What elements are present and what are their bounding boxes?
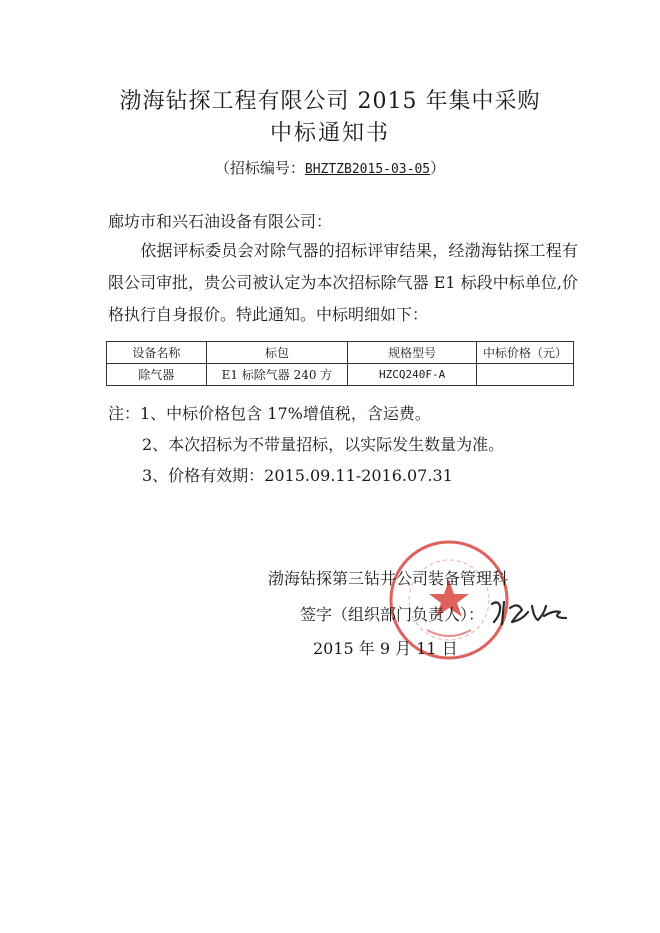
addressee: 廊坊市和兴石油设备有限公司： [108, 212, 333, 231]
signature-label: 签字（组织部门负责人）： [300, 605, 485, 624]
document-title-line1: 渤海钻探工程有限公司 2015 年集中采购 [119, 89, 541, 114]
notes-block [108, 398, 504, 491]
body-paragraph [108, 235, 578, 331]
bid-number-code: BHZTZB2015-03-05 [304, 162, 431, 177]
table-header-cell: 规格型号 [348, 342, 477, 364]
issuer-org: 渤海钻探第三钻井公司装备管理科 [268, 569, 509, 588]
table-header-cell: 中标价格（元） [476, 342, 573, 364]
note-item: 3、价格有效期：2015.09.11-2016.07.31 [142, 466, 453, 485]
table-row [107, 364, 574, 386]
table-cell: E1 标除气器 240 方 [206, 364, 347, 386]
bid-number [0, 157, 660, 178]
bid-number-prefix: （招标编号： [214, 159, 305, 177]
handwritten-signature [488, 596, 570, 628]
body-text: 依据评标委员会对除气器的招标评审结果，经渤海钻探工程有限公司审批，贵公司被认定为本次招标除气器 E1 标段中标单位,价格执行自身报价。特此通知。中标明细如下： [108, 241, 578, 324]
table-cell [476, 364, 573, 386]
award-detail-table [106, 341, 574, 386]
bid-number-suffix: ） [430, 159, 446, 177]
table-header-row [107, 342, 574, 364]
table-header-cell: 设备名称 [107, 342, 207, 364]
note-item: 2、本次招标为不带量招标，以实际发生数量为准。 [142, 435, 505, 454]
note-item: 注：1、中标价格包含 17%增值税，含运费。 [108, 404, 431, 423]
table-cell: HZCQ240F-A [348, 364, 477, 386]
issue-date: 2015 年 9 月 11 日 [313, 639, 458, 658]
document-title-line2: 中标通知书 [269, 121, 390, 146]
table-cell: 除气器 [107, 364, 207, 386]
table-header-cell: 标包 [206, 342, 347, 364]
